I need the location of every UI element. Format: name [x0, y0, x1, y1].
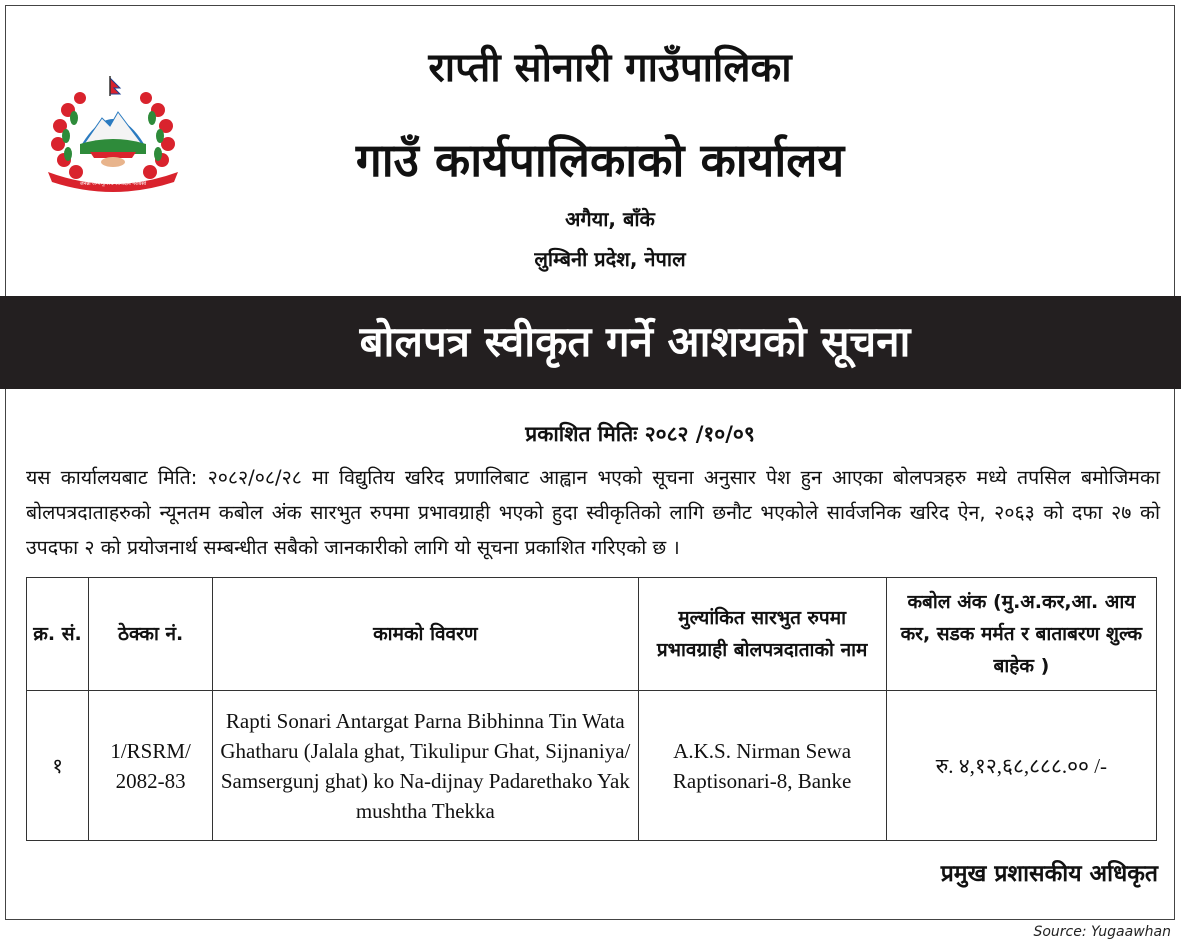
- table-header-row: [27, 578, 1157, 691]
- header-amount: कबोल अंक (मु.अ.कर,आ. आय कर, सडक मर्मत र बाताबरण शुल्क बाहेक ): [886, 578, 1156, 691]
- bid-table: [26, 577, 1157, 841]
- address-line-1: अगैया, बाँके: [565, 207, 655, 231]
- emblem-motto: जनन्नी जन्मभूमिश्च स्वर्गादपि गरीयसी: [79, 181, 147, 187]
- cell-amount: रु. ४,१२,६८,८८८.०० /-: [886, 691, 1156, 841]
- signatory: प्रमुख प्रशासकीय अधिकृत: [940, 861, 1158, 887]
- cell-contract-no: 1/RSRM/ 2082-83: [89, 691, 213, 841]
- header-sn: क्र. सं.: [27, 578, 89, 691]
- notice-title: बोलपत्र स्वीकृत गर्ने आशयको सूचना: [359, 317, 911, 366]
- published-date: प्रकाशित मितिः २०८२ /१०/०९: [525, 422, 755, 446]
- municipality-title: राप्ती सोनारी गाउँपालिका: [428, 45, 792, 91]
- header-description: कामको विवरण: [213, 578, 638, 691]
- header-bidder: मुल्यांकित सारभुत रुपमा प्रभावग्राही बोलपत्रदाताको नाम: [638, 578, 886, 691]
- table-row: [27, 691, 1157, 841]
- cell-description: Rapti Sonari Antargat Parna Bibhinna Tin Wata Ghatharu (Jalala ghat, Tikulipur Ghat, Sijnaniya/ Samsergunj ghat) ko Na-dijnay Padarethako Yak mushtha Thekka: [213, 691, 638, 841]
- office-title: गाउँ कार्यपालिकाको कार्यालय: [355, 133, 845, 187]
- header-contract-no: ठेक्का नं.: [89, 578, 213, 691]
- address-line-2: लुम्बिनी प्रदेश, नेपाल: [534, 247, 686, 271]
- cell-bidder: A.K.S. Nirman Sewa Raptisonari-8, Banke: [638, 691, 886, 841]
- notice-body: यस कार्यालयबाट मिति: २०८२/०८/२८ मा विद्युतिय खरिद प्रणालिबाट आह्वान भएको सूचना अनुसार पेश हुन आएका बोलपत्रहरु मध्ये तपसिल बमोजिमका बोलपत्रदाताहरुको न्यूनतम कबोल अंक सारभुत रुपमा प्रभावग्राही भएको हुदा स्वीकृतिको लागि छनौट भएकोले सार्वजनिक खरिद ऐन, २०६३ को दफा २७ को उपदफा २ को प्रयोजनार्थ सम्बन्धीत सबैको जानकारीको लागि यो सूचना प्रकाशित गरिएको छ ।: [26, 466, 1160, 559]
- cell-sn: १: [27, 691, 89, 841]
- source-credit: Source: Yugaawhan: [1033, 924, 1171, 940]
